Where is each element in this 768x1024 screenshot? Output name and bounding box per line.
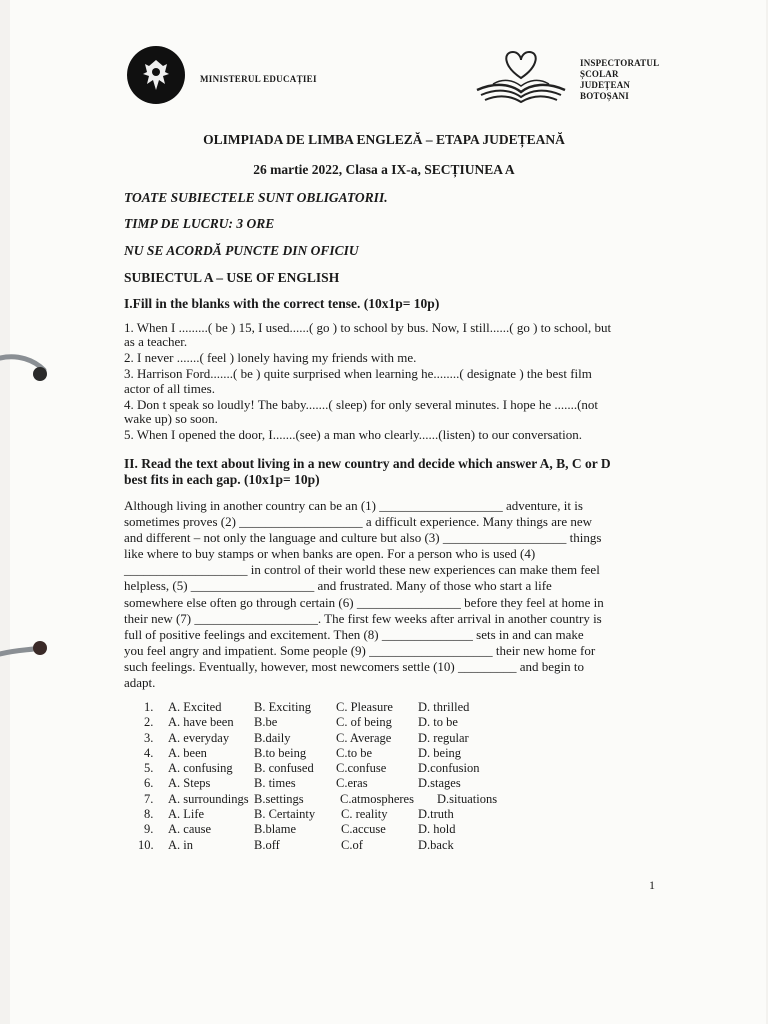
inspectorate-logo	[473, 48, 569, 106]
exercise1-line: 2. I never .......( feel ) lonely having my friends with me.	[124, 350, 417, 365]
cloze-text-line: such feelings. Eventually, however, most newcomers settle (10) _________ and begin to	[124, 659, 585, 674]
cloze-text-line: like where to buy stamps or when banks are open. For a person who is used (4)	[124, 546, 536, 561]
binder-ring-icon	[0, 636, 56, 676]
cloze-text-line: sometimes proves (2) ___________________ a difficult experience. Many things are new	[124, 514, 593, 529]
cloze-text-line: you feel angry and impatient. Some people (9) ___________________ their new home for	[124, 643, 596, 658]
cloze-text-line: and different – not only the language and culture but also (3) ___________________ things	[124, 530, 602, 545]
exercise1-line: actor of all times.	[124, 381, 215, 396]
ministry-logo	[127, 46, 185, 104]
instruction-mandatory: TOATE SUBIECTELE SUNT OBLIGATORII.	[124, 190, 388, 205]
cloze-text-line: full of positive feelings and excitement. Then (8) ______________ sets in and can make	[124, 627, 584, 642]
cloze-text-line: their new (7) ___________________. The first few weeks after arrival in another country is	[124, 611, 602, 626]
cloze-text-line: somewhere else often go through certain (6) ________________ before they feel at home in	[124, 595, 604, 610]
exercise2-heading: best fits in each gap. (10x1p= 10p)	[124, 472, 320, 487]
instruction-time: TIMP DE LUCRU: 3 ORE	[124, 216, 275, 231]
exercise2-heading: II. Read the text about living in a new country and decide which answer A, B, C or D	[124, 456, 611, 471]
exercise1-line: 1. When I .........( be ) 15, I used......( go ) to school by bus. Now, I still......( go ) to school, but	[124, 320, 612, 335]
exercise1-line: wake up) so soon.	[124, 411, 218, 426]
instruction-points: NU SE ACORDĂ PUNCTE DIN OFICIU	[124, 243, 359, 258]
cloze-text-line: adapt.	[124, 675, 156, 690]
exam-subtitle: 26 martie 2022, Clasa a IX-a, SECȚIUNEA A	[253, 162, 515, 177]
exercise1-line: 4. Don t speak so loudly! The baby.......( sleep) for only several minutes. I hope he .......(not	[124, 397, 599, 412]
cloze-text-line: Although living in another country can be an (1) ___________________ adventure, it is	[124, 498, 583, 513]
exercise1-line: as a teacher.	[124, 334, 188, 349]
inspectorate-name: INSPECTORATUL ȘCOLAR JUDEȚEAN BOTOȘANI	[580, 58, 660, 101]
exercise1-heading: I.Fill in the blanks with the correct tense. (10x1p= 10p)	[124, 296, 440, 311]
binder-ring-icon	[0, 350, 56, 390]
cloze-text-line: ___________________ in control of their world these new experiences can make them feel	[124, 562, 600, 577]
exam-title: OLIMPIADA DE LIMBA ENGLEZĂ – ETAPA JUDEȚEANĂ	[203, 132, 565, 147]
section-heading: SUBIECTUL A – USE OF ENGLISH	[124, 270, 340, 285]
exercise1-line: 5. When I opened the door, I.......(see) a man who clearly......(listen) to our conversation.	[124, 427, 582, 442]
page-number: 1	[649, 878, 655, 892]
cloze-text-line: helpless, (5) ___________________ and frustrated. Many of those who start a life	[124, 578, 552, 593]
exercise1-line: 3. Harrison Ford.......( be ) quite surprised when learning he........( designate ) the best film	[124, 366, 592, 381]
ministry-name: MINISTERUL EDUCAȚIEI	[200, 74, 317, 84]
